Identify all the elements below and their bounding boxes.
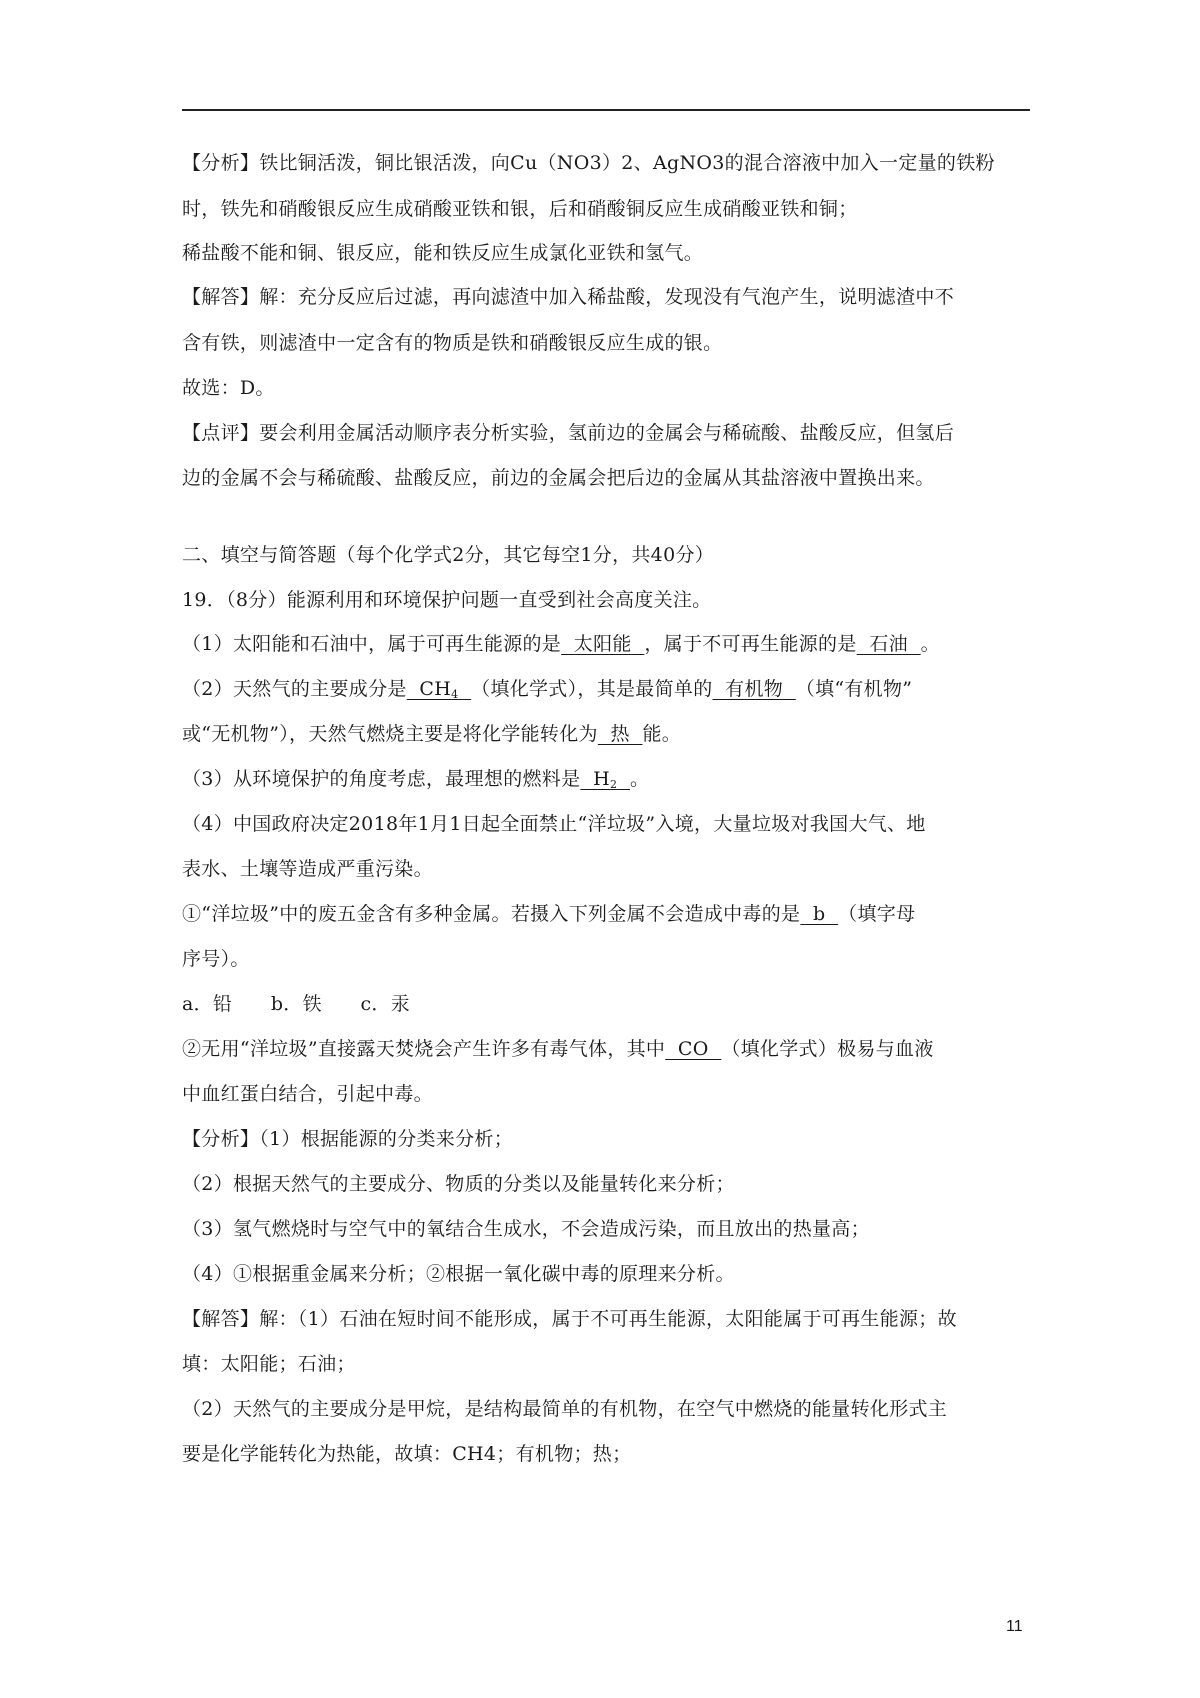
formula-subscript: 4: [451, 688, 459, 701]
answer-line: 填：太阳能；石油；: [182, 1353, 356, 1375]
formula-text: H: [580, 768, 610, 790]
formula-subscript: 2: [609, 778, 618, 791]
comment-paragraph-line: 【点评】要会利用金属活动顺序表分析实验，氢前边的金属会与稀硫酸、盐酸反应，但氢后: [182, 422, 955, 444]
question-line: [182, 901, 915, 927]
answer-blank: [580, 768, 630, 790]
analysis-line: （2）根据天然气的主要成分、物质的分类以及能量转化来分析；: [182, 1173, 735, 1195]
section-heading: 二、填空与简答题（每个化学式2分，其它每空1分，共40分）: [182, 544, 715, 566]
answer-choice-line: 故选：D。: [182, 377, 275, 399]
question-line: [182, 1036, 934, 1062]
question-text: ①“洋垃圾”中的废五金含有多种金属。若摄入下列金属不会造成中毒的是: [182, 903, 801, 925]
answer-line: 【解答】解：（1）石油在短时间不能形成，属于不可再生能源，太阳能属于可再生能源；故: [182, 1308, 957, 1330]
answer-line: （2）天然气的主要成分是甲烷，是结构最简单的有机物，在空气中燃烧的能量转化形式主: [182, 1398, 948, 1420]
question-line: [182, 631, 940, 657]
analysis-paragraph-line: 【分析】铁比铜活泼，铜比银活泼，向Cu（NO3）2、AgNO3的混合溶液中加入一定量的铁粉: [182, 152, 995, 174]
answer-blank: [407, 678, 471, 700]
answer-paragraph-line: 【解答】解：充分反应后过滤，再向滤渣中加入稀盐酸，发现没有气泡产生，说明滤渣中不: [182, 286, 955, 308]
question-line: [182, 676, 912, 708]
question-line: 中血红蛋白结合，引起中毒。: [182, 1083, 433, 1105]
analysis-line: （4）①根据重金属来分析；②根据一氧化碳中毒的原理来分析。: [182, 1263, 735, 1285]
answer-blank: b: [800, 903, 839, 925]
question-text: 能。: [642, 723, 682, 745]
question-text: （填字母: [838, 903, 916, 925]
question-text: ②无用“洋垃圾”直接露天焚烧会产生许多有毒气体，其中: [182, 1038, 666, 1060]
question-text: （2）天然气的主要成分是: [182, 678, 407, 700]
answer-blank: 石油: [856, 633, 921, 655]
comment-paragraph-line: 边的金属不会与稀硫酸、盐酸反应，前边的金属会把后边的金属从其盐溶液中置换出来。: [182, 467, 935, 489]
question-text: （填“有机物”: [795, 678, 913, 700]
question-text: （1）太阳能和石油中，属于可再生能源的是: [182, 633, 562, 655]
analysis-line: （3）氢气燃烧时与空气中的氧结合生成水，不会造成污染，而且放出的热量高；: [182, 1218, 870, 1240]
answer-blank: 太阳能: [561, 633, 645, 655]
answer-blank: 有机物: [712, 678, 796, 700]
question-line: [182, 766, 649, 798]
question-text: 。: [629, 768, 650, 790]
question-line: [182, 721, 681, 747]
question-text: 。: [920, 633, 940, 655]
question-text: （3）从环境保护的角度考虑，最理想的燃料是: [182, 768, 581, 790]
answer-line: 要是化学能转化为热能，故填：CH4；有机物；热；: [182, 1443, 632, 1465]
question-line: （4）中国政府决定2018年1月1日起全面禁止“洋垃圾”入境，大量垃圾对我国大气、地: [182, 813, 926, 835]
formula-text: CH: [406, 678, 452, 700]
blank-padding: [617, 768, 630, 790]
page-number: 11: [1006, 1618, 1023, 1635]
analysis-line: 【分析】（1）根据能源的分类来分析；: [182, 1128, 513, 1150]
answer-blank: 热: [597, 723, 643, 745]
answer-paragraph-line: 含有铁，则滤渣中一定含有的物质是铁和硝酸银反应生成的银。: [182, 332, 723, 354]
question-line: 表水、土壤等造成严重污染。: [182, 858, 433, 880]
question-title: 19．（8分）能源利用和环境保护问题一直受到社会高度关注。: [182, 589, 712, 611]
answer-blank: CO: [665, 1038, 722, 1060]
question-text: （填化学式），其是最简单的: [471, 678, 713, 700]
options-line: a．铅 b．铁 c．汞: [182, 993, 411, 1015]
analysis-paragraph-line: 稀盐酸不能和铜、银反应，能和铁反应生成氯化亚铁和氢气。: [182, 242, 704, 264]
question-text: 或“无机物”），天然气燃烧主要是将化学能转化为: [182, 723, 598, 745]
question-line: 序号）。: [182, 948, 250, 970]
question-text: （填化学式）极易与血液: [721, 1038, 934, 1060]
analysis-paragraph-line: 时，铁先和硝酸银反应生成硝酸亚铁和银，后和硝酸铜反应生成硝酸亚铁和铜；: [182, 198, 858, 220]
question-text: ，属于不可再生能源的是: [644, 633, 857, 655]
blank-padding: [458, 678, 471, 700]
header-rule: [182, 109, 1030, 111]
